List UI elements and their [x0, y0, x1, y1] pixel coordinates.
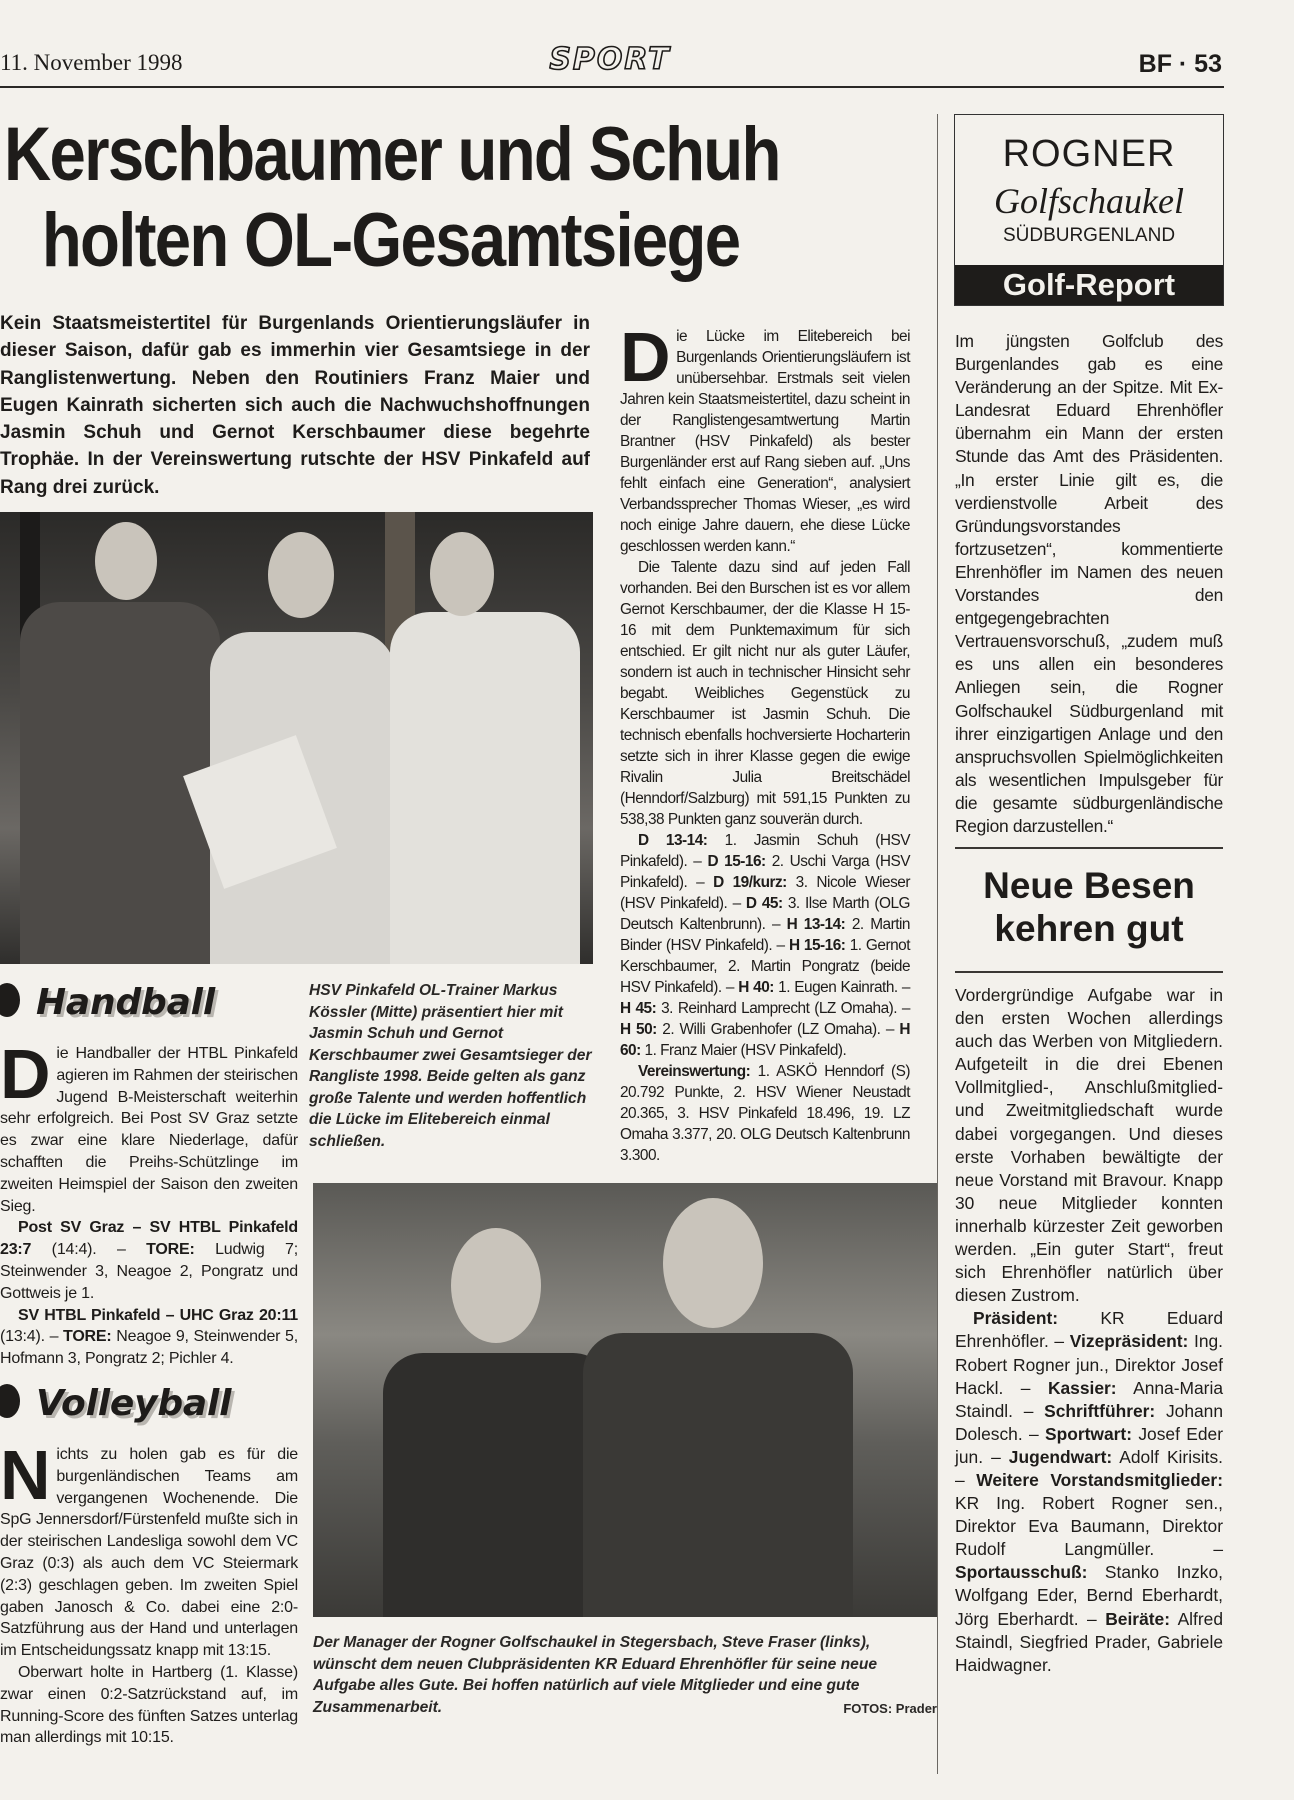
sidebar-heading — [955, 864, 1223, 950]
paragraph — [620, 557, 910, 830]
paragraph — [0, 1662, 298, 1749]
logo-region: SÜDBURGENLAND — [1002, 225, 1176, 246]
section-heading-handball — [0, 979, 298, 1027]
bold-label: Post SV Graz – SV HTBL Pinkafeld 23:7 — [0, 1219, 298, 1259]
heading-line: kehren gut — [994, 908, 1184, 949]
text-run: Josef Eder jun. – — [955, 1423, 1223, 1467]
column-divider — [937, 114, 938, 1774]
photo-caption — [313, 1632, 937, 1719]
text-run: ichts zu holen gab es für die burgenländischen Teams am vergangenen Wochenende. Die SpG Jennersdorf/Fürstenfeld mußte sich in der steirischen Landesliga sowohl dem VC Graz (0:3) als auch dem VC Steiermark (2:3) geschlagen geben. Im zweiten Spiel gaben Janosch & Co. dabei eine 2:0-Satzführung aus der Hand und unterlagen im Entscheidungssatz knapp mit 13:15. — [0, 1445, 298, 1660]
photo-caption: HSV Pinkafeld OL-Trainer Markus Kössler (Mitte) präsentiert hier mit Jasmin Schuh und Gernot Kerschbaumer zwei Gesamtsieger der Rangliste 1998. Beide gelten als ganz große Talente und werden hoffentlich die Lücke im Elitebereich einmal schließen. — [309, 982, 592, 1150]
text-run: Anna-Maria Staindl. – — [955, 1377, 1224, 1421]
issue-date: 11. November 1998 — [0, 50, 183, 75]
paragraph — [620, 830, 910, 1061]
text-run: 1. Gernot Kerschbaumer, 2. Martin Pongratz (beide HSV Pinkafeld). – — [620, 937, 910, 996]
heading-text: Handball — [36, 982, 215, 1023]
text-run: 1. ASKÖ Henndorf (S) 20.792 Punkte, 2. HSV Wiener Neustadt 20.365, 3. HSV Pinkafeld 18.496, 19. LZ Omaha 3.377, 20. OLG Deutsch Kaltenbrunn 3.300. — [620, 1063, 910, 1164]
heading-line: Neue Besen — [983, 865, 1195, 906]
text-run: Ludwig 7; Steinwender 3, Neagoe 2, Pongratz und Gottweis je 1. — [0, 1241, 298, 1302]
text-run: ie Lücke im Elitebereich bei Burgenlands Orientierungsläufern ist unübersehbar. Erstmals seit vielen Jahren kein Staatsmeistertitel, dazu scheint in der Ranglistengesamtwertung Martin Brantner (HSV Pinkafeld) als bester Burgenländer erst auf Rang sieben auf. „Uns fehlt einfach eine Generation“, analysiert Verbandssprecher Thomas Wieser, „es wird noch einige Jahre dauern, ehe diese Lücke geschlossen werden kann.“ — [620, 328, 910, 555]
text-run: Im jüngsten Golfclub des Burgenlandes gab es eine Veränderung an der Spitze. Mit Ex-Landesrat Eduard Ehrenhöfler übernahm ein Mann der ersten Stunde das Amt des Präsidenten. „In erster Linie gilt es, die verdienstvolle Arbeit des Gründungsvorstandes fortzusetzen“, kommentierte Ehrenhöfler im Namen des neuen Vorstandes den entgegengebrachten Vertrauensvorschuß, „zudem muß es uns allen ein besonderes Anliegen sein, die Rogner Golfschaukel Südburgenland mit ihrer einzigartigen Anlage und den anspruchsvollen Spielmöglichkeiten als wesentlichen Impulsgeber für die gesamte südburgenländische Region darzustellen.“ — [955, 331, 1223, 836]
bold-label: Jugendwart: — [1008, 1446, 1113, 1467]
bold-label: D 13-14: — [638, 832, 708, 849]
bold-label: D 15-16: — [707, 853, 766, 870]
volleyball-article — [0, 1435, 298, 1749]
paragraph — [955, 984, 1223, 1307]
divider — [955, 971, 1223, 973]
section-heading-volleyball — [0, 1380, 298, 1428]
bold-label: Sportwart: — [1045, 1423, 1132, 1444]
headline-line: Kerschbaumer und Schuh — [4, 112, 780, 197]
bold-label: H 50: — [620, 1021, 657, 1038]
drop-cap: D — [0, 1035, 51, 1113]
text-run: KR Ing. Robert Rogner sen., Direktor Eva Baumann, Direktor Rudolf Langmüller. – — [955, 1493, 1223, 1560]
text-run: Die Talente dazu sind auf jeden Fall vorhanden. Bei den Burschen ist es vor allem Gernot Kerschbaumer, der die Klasse H 15-16 mit dem Punktemaximum für sich entschied. Er gilt nicht nur als guter Läufer, sondern ist auch in technischer Hinsicht sehr begabt. Weibliches Gegenstück zu Kerschbaumer ist Jasmin Schuh. Die technisch ebenfalls hochversierte Hocharterin setzte sich in ihrer Klasse gegen die ewige Rivalin Julia Breitschädel (Henndorf/Salzburg) mit 591,15 Punkten zu 538,38 Punkten ganz souverän durch. — [620, 559, 910, 828]
header-rule — [0, 86, 1224, 88]
handball-article — [0, 1035, 298, 1370]
text-run: 2. Martin Binder (HSV Pinkafeld). – — [620, 916, 910, 954]
bold-label: H 40: — [738, 979, 774, 996]
headline — [4, 112, 795, 284]
text-run: ie Handballer der HTBL Pinkafeld agieren im Rahmen der steirischen Jugend B-Meisterschaft weiterhin sehr erfolgreich. Bei Post SV Graz setzte es zwar eine klare Niederlage, dafür schafften die Preihs-Schützlinge im zweiten Heimspiel der Saison den zweiten Sieg. — [0, 1045, 298, 1215]
bold-label: Schriftführer: — [1044, 1400, 1156, 1421]
paragraph — [0, 1305, 298, 1370]
bold-label: Vizepräsident: — [1069, 1331, 1189, 1352]
left-column — [0, 975, 298, 1749]
text-run: 1. Jasmin Schuh (HSV Pinkafeld). – — [620, 832, 910, 870]
golf-report-body — [955, 984, 1223, 1677]
bold-label: Beiräte: — [1105, 1608, 1171, 1629]
paragraph — [955, 330, 1223, 838]
text-run: 3. Nicole Wieser (HSV Pinkafeld). – — [620, 874, 910, 912]
main-article-body — [620, 318, 911, 1166]
logo-brand: ROGNER — [1002, 133, 1176, 175]
text-run: KR Eduard Ehrenhöfler. – — [955, 1308, 1223, 1352]
text-run: 3. Reinhard Lamprecht (LZ Omaha). – — [656, 1000, 910, 1017]
bullet-icon — [0, 1384, 20, 1418]
text-run: (14:4). – — [31, 1241, 147, 1259]
text-run: 3. Ilse Marth (OLG Deutsch Kaltenbrunn). – — [620, 895, 910, 933]
bold-label: H 15-16: — [788, 937, 846, 954]
drop-cap: D — [620, 318, 671, 396]
divider — [955, 847, 1223, 849]
bold-label: D 45: — [745, 895, 783, 912]
photo-orienteering-winners — [0, 512, 593, 964]
paragraph — [620, 1061, 910, 1166]
text-run: Neagoe 9, Steinwender 5, Hofmann 3, Pongratz 2; Pichler 4. — [0, 1328, 298, 1368]
bold-label: TORE: — [146, 1241, 195, 1259]
text-run: 2. Uschi Varga (HSV Pinkafeld). – — [620, 853, 910, 891]
text-run: Ing. Robert Rogner jun., Direktor Josef Hackl. – — [955, 1331, 1223, 1398]
bold-label: Vereinswertung: — [638, 1063, 751, 1080]
rogner-golfschaukel-logo — [954, 114, 1224, 306]
bold-label: Sportausschuß: — [955, 1562, 1088, 1583]
text-run: Stanko Inzko, Wolfgang Eder, Bernd Eberhardt, Jörg Eberhardt. – — [955, 1562, 1223, 1629]
text-run: 1. Eugen Kainrath. – — [773, 979, 910, 996]
headline-line: holten OL-Gesamtsiege — [41, 198, 740, 283]
golf-report-banner: Golf-Report — [955, 265, 1223, 305]
photo-golf-handshake — [313, 1183, 937, 1617]
bold-label: H 13-14: — [786, 916, 846, 933]
bold-label: SV HTBL Pinkafeld – UHC Graz 20:11 — [18, 1306, 298, 1324]
text-run: 1. Franz Maier (HSV Pinkafeld). — [640, 1042, 847, 1059]
bold-label: Präsident: — [973, 1308, 1059, 1329]
bullet-icon — [0, 983, 20, 1017]
text-run: Adolf Kirisits. – — [955, 1446, 1223, 1490]
text-run: 2. Willi Grabenhofer (LZ Omaha). – — [656, 1021, 900, 1038]
drop-cap: N — [0, 1435, 51, 1514]
lead-paragraph: Kein Staatsmeistertitel für Burgenlands Orientierungsläufer in dieser Saison, dafür gab es immerhin vier Gesamtsiege in der Ranglistenwertung. Neben den Routiniers Franz Maier und Eugen Kainrath sicherten sich auch die Nachwuchshoffnungen Jasmin Schuh und Gernot Kerschbaumer diese begehrte Trophäe. In der Vereinswertung rutschte der HSV Pinkafeld auf Rang drei zurück. — [0, 313, 590, 498]
heading-text: Volleyball — [36, 1382, 232, 1424]
text-run: Johann Dolesch. – — [955, 1400, 1224, 1444]
caption-text: Der Manager der Rogner Golfschaukel in Stegersbach, Steve Fraser (links), wünscht dem neuen Clubpräsidenten KR Eduard Ehrenhöfler für seine neue Aufgabe alles Gute. Bei hoffen natürlich auf viele Mitglieder und eine gute Zusammenarbeit. — [313, 1634, 878, 1716]
page-number: BF · 53 — [1138, 50, 1222, 78]
paragraph — [955, 1307, 1223, 1677]
photo-credit: FOTOS: Prader — [843, 1700, 937, 1716]
logo-script: Golfschaukel — [994, 181, 1184, 221]
bold-label: Weitere Vorstandsmitglieder: — [976, 1469, 1223, 1490]
bold-label: H 45: — [620, 1000, 657, 1017]
golf-report-intro — [955, 330, 1223, 838]
text-run: Vordergründige Aufgabe war in den ersten Wochen allerdings auch das Werben von Mitgliedern. Aufgeteilt in die drei Ebenen Vollmitglied-, Anschlußmitglied- und Zweitmitgliedschaft wurde dabei vorgegangen. Und dieses erste Vorhaben bewältigte der neue Vorstand mit Bravour. Knapp 30 neue Mitglieder konnten innerhalb kürzester Zeit geworben werden. „Ein guter Start“, freut sich Ehrenhöfler natürlich über diesen Zustrom. — [955, 985, 1223, 1306]
bold-label: H 60: — [620, 1021, 911, 1059]
section-title: SPORT — [549, 42, 671, 77]
bold-label: Kassier: — [1047, 1377, 1117, 1398]
bold-label: D 19/kurz: — [713, 874, 787, 891]
text-run: Alfred Staindl, Siegfried Prader, Gabriele Haidwagner. — [955, 1608, 1223, 1675]
text-run: Oberwart holte in Hartberg (1. Klasse) zwar einen 0:2-Satzrückstand auf, im Running-Score des fünften Satzes unterlag man allerdings mit 10:15. — [0, 1663, 298, 1747]
bold-label: TORE: — [63, 1328, 112, 1346]
text-run: (13:4). – — [0, 1328, 64, 1346]
paragraph — [0, 1217, 298, 1304]
